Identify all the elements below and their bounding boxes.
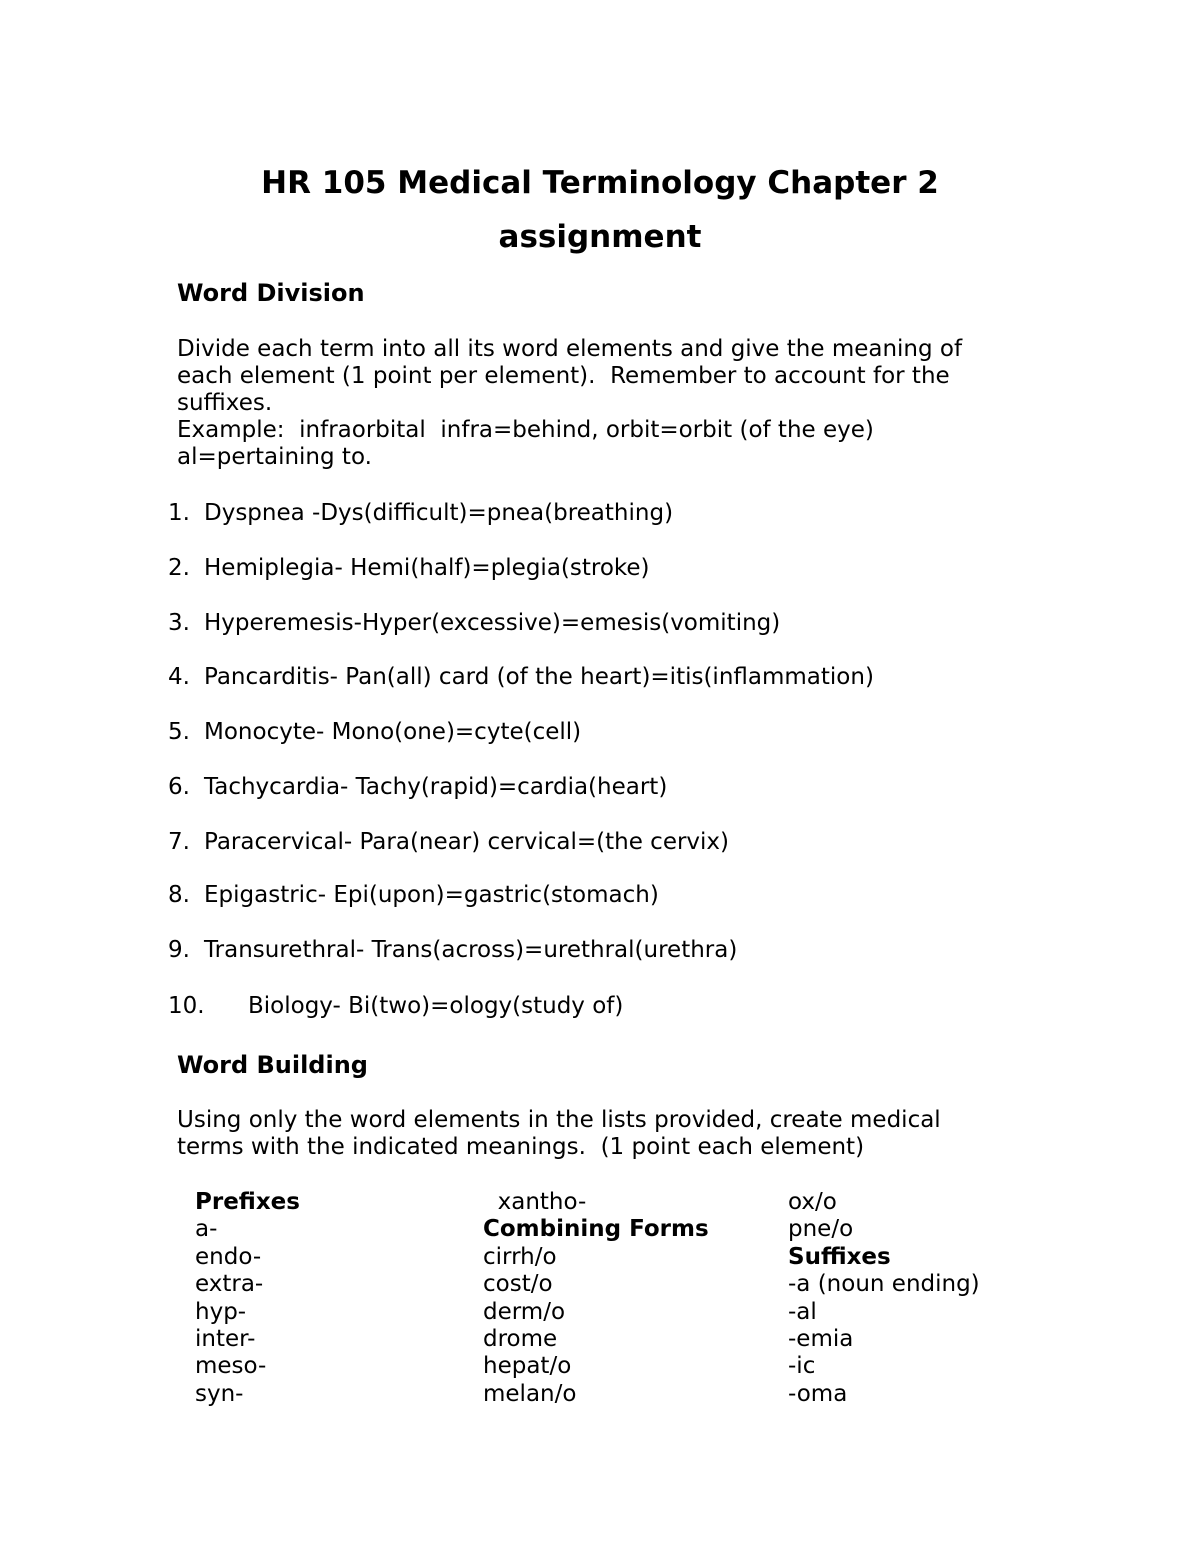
word-element: xantho-: [483, 1189, 587, 1215]
combining-forms-column: [483, 1189, 709, 1408]
instruction-line: each element (1 point per element). Remember to account for the: [177, 363, 950, 389]
item-number: 4.: [168, 664, 190, 690]
word-division-heading: Word Division: [177, 279, 365, 307]
word-element: hepat/o: [483, 1353, 572, 1380]
item-number: 7.: [168, 829, 190, 855]
item-text: Hyperemesis-Hyper(excessive)=emesis(vomiting): [204, 610, 781, 636]
word-element: ox/o: [788, 1189, 837, 1215]
item-number: 10.: [168, 993, 205, 1019]
item-number: 1.: [168, 500, 190, 526]
instruction-line: Divide each term into all its word elements and give the meaning of: [177, 336, 963, 362]
word-building-instructions: [177, 1107, 997, 1161]
item-number: 5.: [168, 719, 190, 745]
item-number: 9.: [168, 937, 190, 963]
example-line: Example: infraorbital infra=behind, orbit=orbit (of the eye): [177, 417, 874, 443]
prefixes-column: [195, 1189, 300, 1408]
word-element: -al: [788, 1298, 817, 1325]
document-title-continued: assignment: [498, 219, 702, 255]
item-number: 2.: [168, 555, 190, 581]
item-text: Pancarditis- Pan(all) card (of the heart)=itis(inflammation): [204, 664, 874, 690]
word-element: -a (noun ending): [788, 1271, 980, 1298]
item-number: 3.: [168, 610, 190, 636]
word-element: -oma: [788, 1380, 848, 1407]
word-element: -emia: [788, 1326, 854, 1353]
word-element: hyp-: [195, 1298, 247, 1325]
column-header: Prefixes: [195, 1189, 300, 1215]
word-element: cirrh/o: [483, 1243, 557, 1270]
item-text: Paracervical- Para(near) cervical=(the cervix): [204, 829, 730, 855]
item-text: Tachycardia- Tachy(rapid)=cardia(heart): [204, 774, 668, 800]
item-text: Biology- Bi(two)=ology(study of): [248, 993, 624, 1019]
item-number: 6.: [168, 774, 190, 800]
word-building-heading: Word Building: [177, 1051, 368, 1079]
word-element: inter-: [195, 1326, 256, 1353]
instruction-line: terms with the indicated meanings. (1 point each element): [177, 1134, 865, 1160]
word-element: derm/o: [483, 1298, 566, 1325]
item-number: 8.: [168, 882, 190, 908]
word-element: endo-: [195, 1243, 262, 1270]
word-element: syn-: [195, 1380, 244, 1407]
word-element: pne/o: [788, 1216, 854, 1243]
word-element: a-: [195, 1216, 218, 1243]
item-text: Dyspnea -Dys(difficult)=pnea(breathing): [204, 500, 674, 526]
word-element: extra-: [195, 1271, 264, 1298]
word-element: -ic: [788, 1353, 816, 1380]
instruction-line: Using only the word elements in the lists provided, create medical: [177, 1107, 941, 1133]
word-division-instructions: [177, 336, 997, 471]
document-title: HR 105 Medical Terminology Chapter 2: [261, 165, 939, 201]
word-element: drome: [483, 1326, 558, 1353]
column-header: Combining Forms: [483, 1216, 709, 1243]
item-text: Monocyte- Mono(one)=cyte(cell): [204, 719, 582, 745]
word-element: cost/o: [483, 1271, 553, 1298]
word-element: meso-: [195, 1353, 267, 1380]
instruction-line: suffixes.: [177, 390, 273, 416]
item-text: Transurethral- Trans(across)=urethral(urethra): [204, 937, 738, 963]
column-header: Suffixes: [788, 1243, 891, 1270]
item-text: Hemiplegia- Hemi(half)=plegia(stroke): [204, 555, 650, 581]
word-element: melan/o: [483, 1380, 577, 1407]
example-line: al=pertaining to.: [177, 444, 372, 470]
suffixes-column: [788, 1189, 980, 1408]
item-text: Epigastric- Epi(upon)=gastric(stomach): [204, 882, 659, 908]
